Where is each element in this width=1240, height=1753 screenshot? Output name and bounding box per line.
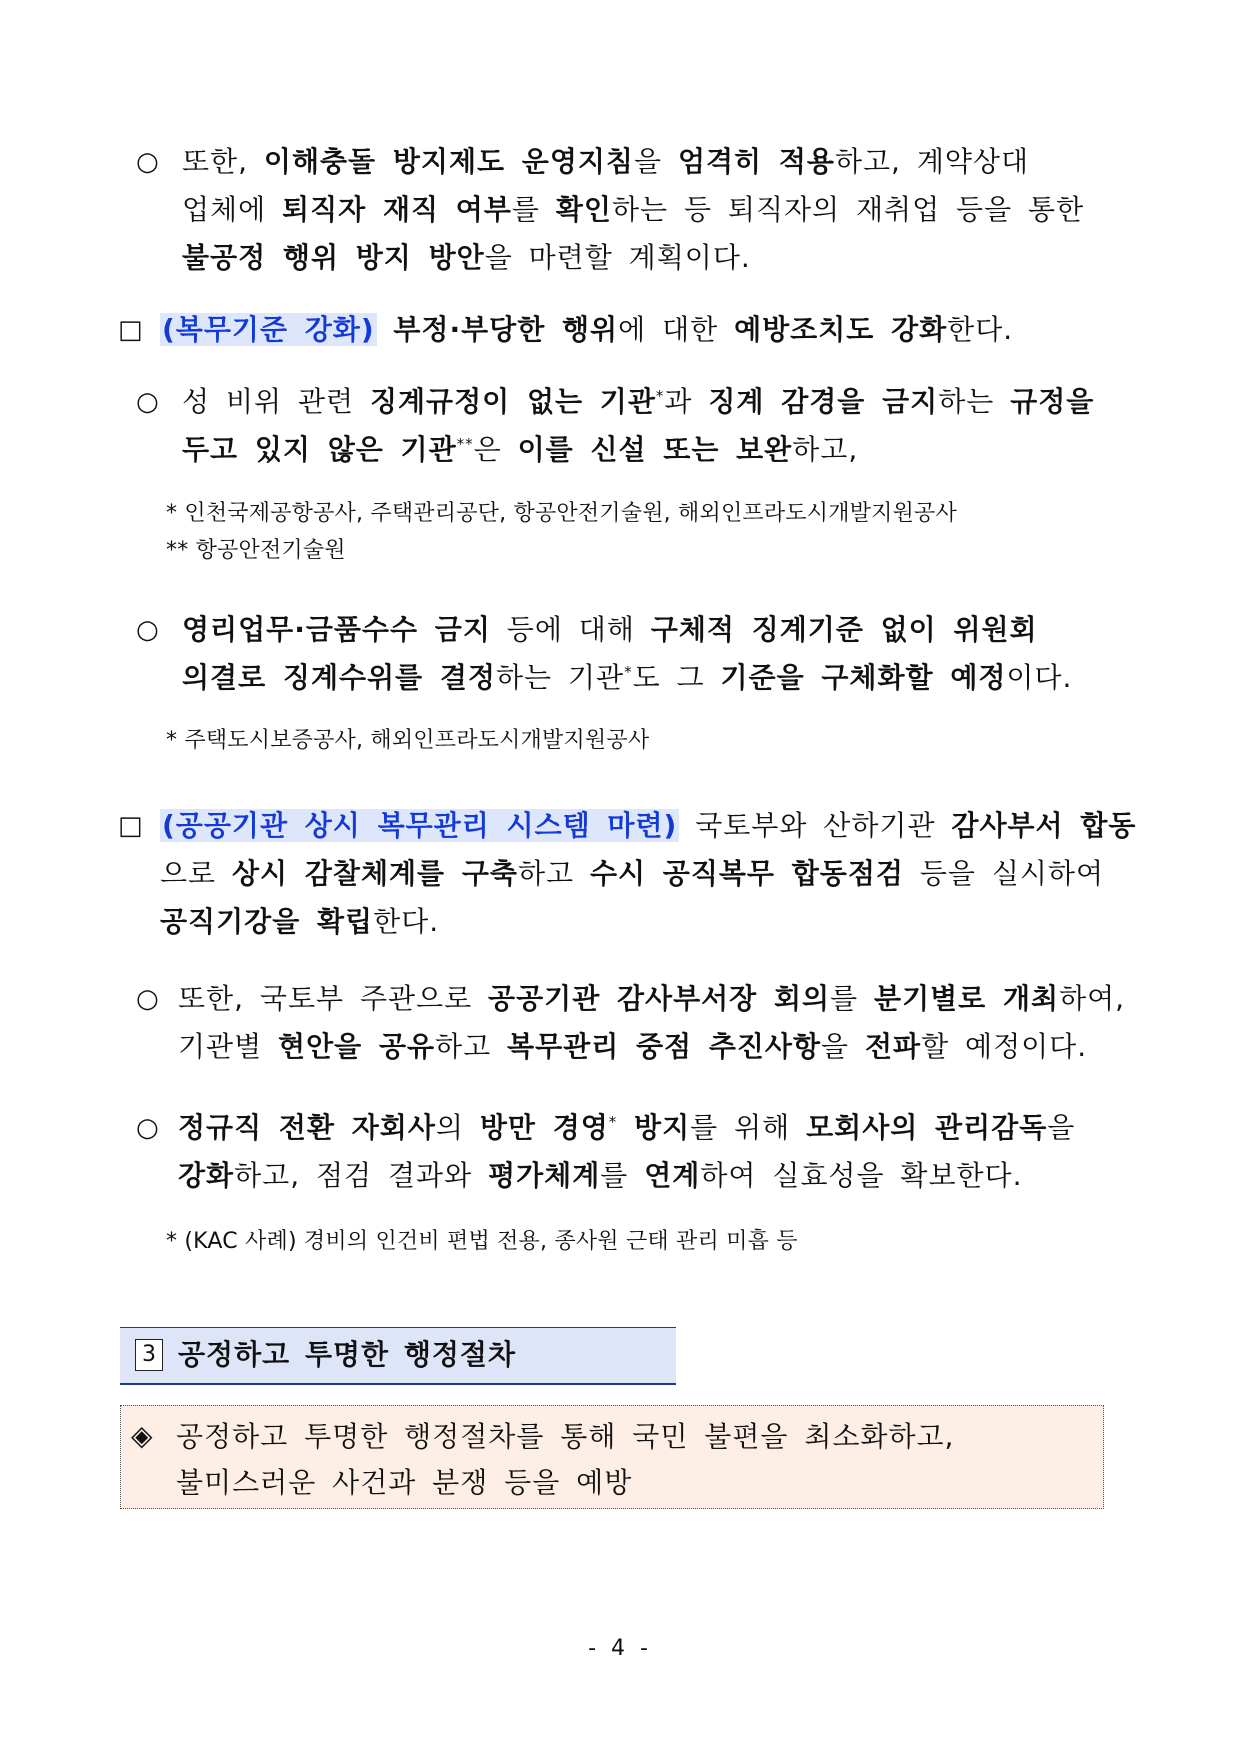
plain-text: 한다. xyxy=(373,905,440,938)
plain-text: 등을 실시하여 xyxy=(903,857,1105,890)
bold-text: 분기별로 개최 xyxy=(874,982,1060,1015)
bullet-circle: ○ xyxy=(136,387,159,417)
plain-text: 도 그 xyxy=(632,661,721,694)
bold-text: 확인 xyxy=(555,193,612,226)
section-number: 3 xyxy=(135,1339,163,1371)
bullet-square: □ xyxy=(118,811,143,841)
footnote-mark: * xyxy=(624,663,633,681)
text-line xyxy=(182,654,1072,702)
plain-text: 를 xyxy=(600,1159,645,1192)
plain-text: 하는 xyxy=(938,385,1011,418)
text-line xyxy=(178,975,1125,1023)
text-line xyxy=(182,186,1084,234)
plain-text: 하여, xyxy=(1059,982,1126,1015)
bold-text: 이를 신설 또는 보완 xyxy=(517,433,793,466)
plain-text: 를 xyxy=(830,982,875,1015)
bold-text: 공공기관 감사부서장 회의 xyxy=(488,982,831,1015)
bold-text: 공직기강을 확립 xyxy=(160,905,374,938)
bold-text: 영리업무·금품수수 금지 xyxy=(182,613,491,646)
section-title: 공정하고 투명한 행정절차 xyxy=(178,1338,517,1371)
bold-text: 이해충돌 방지제도 운영지침 xyxy=(263,145,634,178)
plain-text: 하고, 계약상대 xyxy=(834,145,1030,178)
bold-text: 상시 감찰체계를 구축 xyxy=(232,857,518,890)
bold-text: 전파 xyxy=(864,1030,922,1063)
summary-text xyxy=(176,1414,954,1506)
summary-box xyxy=(120,1405,1104,1509)
plain-text: 하고, xyxy=(792,433,859,466)
footnote-mark: * xyxy=(608,1113,618,1131)
bold-text: 연계 xyxy=(644,1159,701,1192)
bold-text: 감사부서 합동 xyxy=(951,809,1137,842)
plain-text: 으로 xyxy=(160,857,232,890)
text-line xyxy=(160,306,1013,354)
text-segments xyxy=(377,313,1014,346)
plain-text: 할 예정이다. xyxy=(921,1030,1088,1063)
bullet-circle: ○ xyxy=(136,147,159,177)
bold-text: 두고 있지 않은 기관 xyxy=(182,433,457,466)
plain-text: 국토부와 산하기관 xyxy=(679,809,952,842)
text-line xyxy=(182,426,1094,474)
plain-text: 또한, xyxy=(182,145,264,178)
bold-text: 방만 경영 xyxy=(479,1111,609,1144)
bold-text: 엄격히 적용 xyxy=(677,145,835,178)
plain-text: 또한, 국토부 주관으로 xyxy=(178,982,489,1015)
bold-text: 복무관리 중점 추진사항 xyxy=(507,1030,822,1063)
text-line xyxy=(178,1104,1075,1152)
plain-text: 하는 기관 xyxy=(495,661,625,694)
text-line xyxy=(160,898,1136,946)
bold-text: 정규직 전환 자회사 xyxy=(178,1111,436,1144)
plain-text: 을 마련할 계획이다. xyxy=(484,241,751,274)
paragraph-service-management-system xyxy=(160,802,1136,946)
paragraph-service-standard xyxy=(160,306,1013,354)
bold-text: 징계 감경을 금지 xyxy=(708,385,939,418)
diamond-bullet-icon: ◈ xyxy=(131,1419,153,1452)
bold-text: 예방조치도 강화 xyxy=(734,313,948,346)
bullet-square: □ xyxy=(118,315,143,345)
plain-text: 를 위해 xyxy=(690,1111,807,1144)
text-line xyxy=(182,234,1084,282)
plain-text: 하고 xyxy=(517,857,590,890)
plain-text: 에 대한 xyxy=(618,313,735,346)
plain-text: 을 xyxy=(1047,1111,1076,1144)
plain-text: 기관별 xyxy=(178,1030,279,1063)
text-line xyxy=(160,850,1136,898)
plain-text: 의 xyxy=(435,1111,480,1144)
text-segments xyxy=(679,809,1136,842)
bold-text: 부정·부당한 행위 xyxy=(376,313,619,346)
footnote: * 인천국제공항공사, 주택관리공단, 항공안전기술원, 해외인프라도시개발지원공사 xyxy=(166,501,957,526)
bold-text: 규정을 xyxy=(1010,385,1095,418)
paragraph-disciplinary-criteria xyxy=(182,606,1072,702)
bold-text: 강화 xyxy=(178,1159,235,1192)
footnote: * (KAC 사례) 경비의 인건비 편법 전용, 종사원 근태 관리 미흡 등 xyxy=(166,1229,798,1254)
plain-text: 하고, 점검 결과와 xyxy=(234,1159,489,1192)
text-line xyxy=(160,802,1136,850)
highlight-heading: (복무기준 강화) xyxy=(162,313,375,346)
bullet-circle: ○ xyxy=(136,615,159,645)
bold-text: 평가체계 xyxy=(488,1159,601,1192)
text-line xyxy=(182,606,1072,654)
bold-text: 의결로 징계수위를 결정 xyxy=(182,661,496,694)
plain-text: 은 xyxy=(473,433,518,466)
paragraph-disciplinary-rules xyxy=(182,378,1094,474)
text-line xyxy=(182,378,1094,426)
bold-text: 모회사의 관리감독 xyxy=(806,1111,1048,1144)
bold-text: 불공정 행위 방지 방안 xyxy=(182,241,485,274)
bold-text: 방지 xyxy=(617,1111,691,1144)
footnote: * 주택도시보증공사, 해외인프라도시개발지원공사 xyxy=(166,728,650,753)
text-line xyxy=(178,1023,1125,1071)
section-heading xyxy=(120,1327,676,1385)
footnote-mark: ** xyxy=(456,435,474,453)
footnote-mark: * xyxy=(655,387,665,405)
paragraph-conflict-of-interest xyxy=(182,138,1084,282)
plain-text: 업체에 xyxy=(182,193,283,226)
summary-line: 불미스러운 사건과 분쟁 등을 예방 xyxy=(176,1466,633,1499)
bullet-circle: ○ xyxy=(136,1113,159,1143)
bullet-circle: ○ xyxy=(136,984,159,1014)
bold-text: 퇴직자 재직 여부 xyxy=(282,193,512,226)
highlight-heading: (공공기관 상시 복무관리 시스템 마련) xyxy=(162,809,678,842)
bold-text: 구체적 징계기준 없이 위원회 xyxy=(650,613,1038,646)
footnote: ** 항공안전기술원 xyxy=(166,538,346,563)
plain-text: 하고 xyxy=(435,1030,508,1063)
bold-text: 현안을 공유 xyxy=(278,1030,436,1063)
bold-text: 징계규정이 없는 기관 xyxy=(369,385,656,418)
plain-text: 이다. xyxy=(1006,661,1073,694)
text-line xyxy=(182,138,1084,186)
plain-text: 하는 등 퇴직자의 재취업 등을 통한 xyxy=(611,193,1085,226)
plain-text: 을 xyxy=(821,1030,865,1063)
plain-text: 등에 대해 xyxy=(490,613,651,646)
plain-text: 한다. xyxy=(947,313,1014,346)
text-line xyxy=(178,1152,1075,1200)
plain-text: 하여 실효성을 확보한다. xyxy=(700,1159,1023,1192)
bold-text: 수시 공직복무 합동점검 xyxy=(589,857,904,890)
plain-text: 과 xyxy=(664,385,709,418)
paragraph-subsidiary-management xyxy=(178,1104,1075,1200)
plain-text: 성 비위 관련 xyxy=(182,385,370,418)
plain-text: 를 xyxy=(511,193,556,226)
bold-text: 기준을 구체화할 예정 xyxy=(720,661,1007,694)
page-number: - 4 - xyxy=(588,1636,652,1661)
paragraph-audit-meeting xyxy=(178,975,1125,1071)
plain-text: 을 xyxy=(633,145,678,178)
summary-line: 공정하고 투명한 행정절차를 통해 국민 불편을 최소화하고, xyxy=(176,1420,955,1453)
